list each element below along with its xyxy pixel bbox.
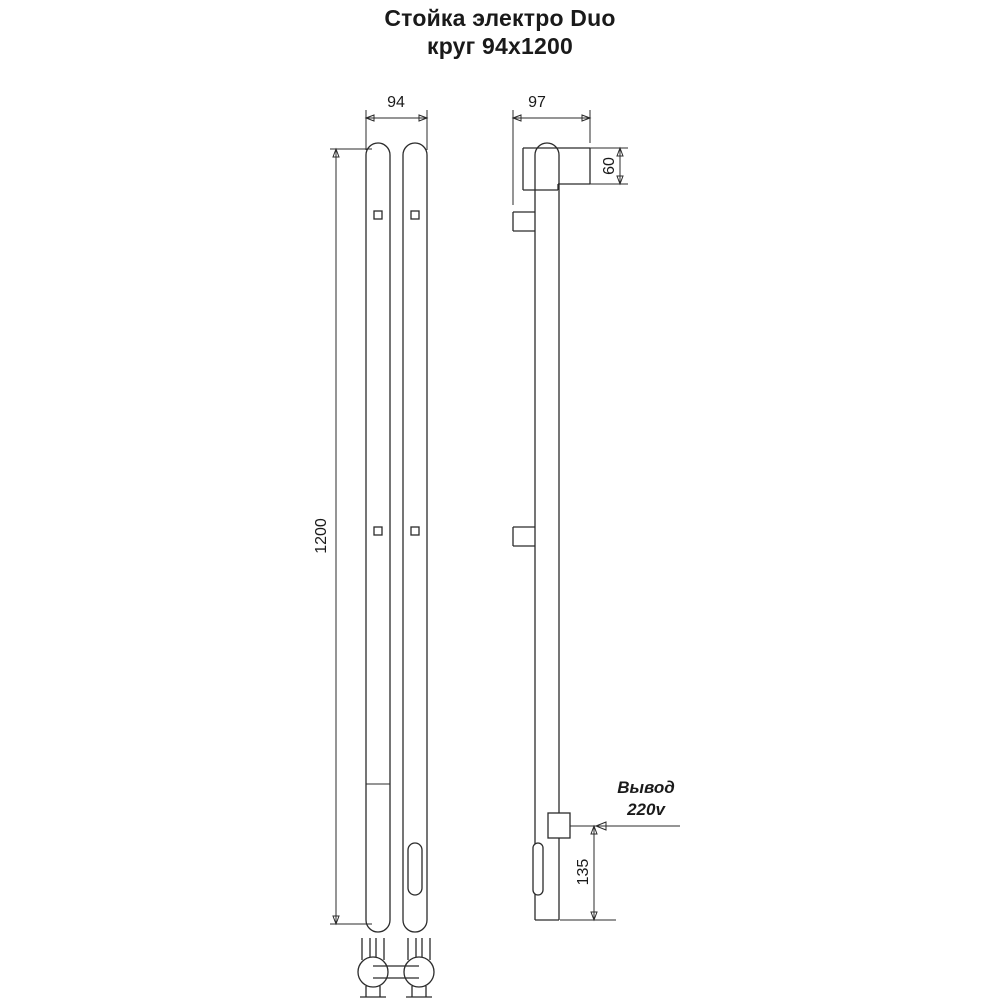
dimension-outlet-height-label: 135 <box>575 858 592 886</box>
dimension-side-width <box>513 110 590 205</box>
front-right-tube <box>403 143 427 932</box>
front-switch-element <box>408 843 422 895</box>
front-upper-bracket <box>374 211 419 219</box>
outlet-label-line-1: Вывод <box>617 778 675 797</box>
dimension-front-width-label: 94 <box>387 94 405 111</box>
dimension-side-width-label: 97 <box>528 94 546 111</box>
dimension-front-width <box>366 110 427 150</box>
side-view <box>513 94 680 920</box>
outlet-callout-arrow <box>596 822 680 830</box>
side-body <box>535 143 559 920</box>
front-view <box>313 94 427 932</box>
dimension-height-label: 1200 <box>313 518 330 554</box>
front-middle-bracket <box>374 527 419 535</box>
power-outlet-box <box>548 813 570 838</box>
front-left-tube <box>366 143 390 932</box>
side-upper-wall-bracket <box>513 212 535 231</box>
outlet-label-line-2: 220v <box>627 800 665 819</box>
bottom-view <box>358 938 434 997</box>
side-switch-element <box>533 843 543 895</box>
title-line-2: круг 94х1200 <box>427 33 573 60</box>
side-middle-wall-bracket <box>513 527 535 546</box>
title-line-1: Стойка электро Duo <box>384 5 616 31</box>
dimension-top-offset-label: 60 <box>601 157 618 175</box>
